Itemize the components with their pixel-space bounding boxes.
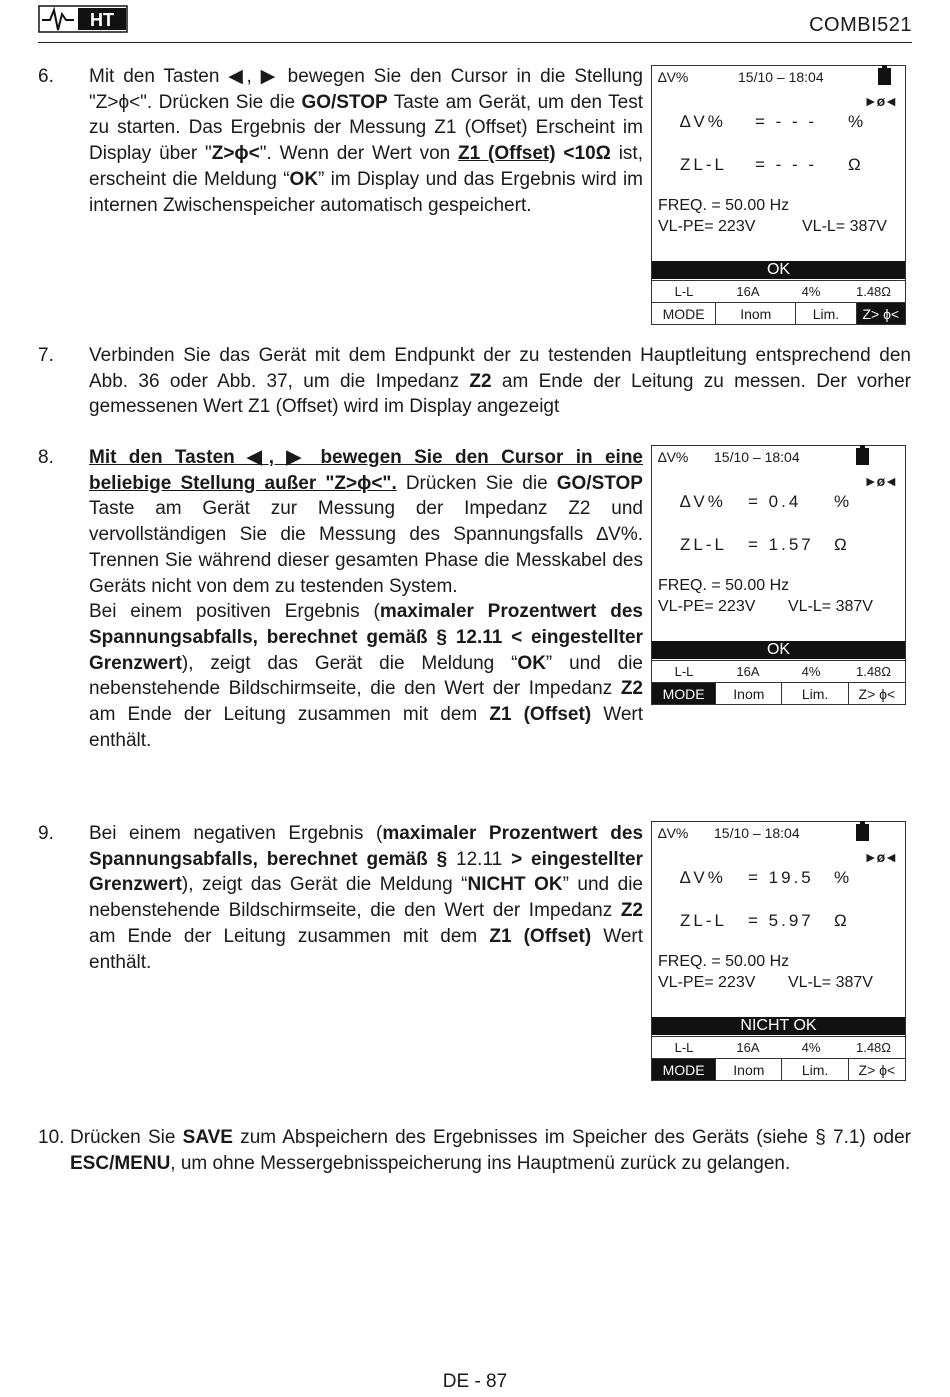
step-8-text: Mit den Tasten ◀, ▶ bewegen Sie den Cursor in eine beliebige Stellung außer "Z>ϕ<". Drücken Sie die GO/STOP Taste am Gerät zur Messung der Impedanz Z2 und vervollständigen Sie die Messung des Spannungsfalls ∆V%. Trennen Sie während dieser gesamten Phase die Messkabel des Geräts nicht von dem zu testenden System. Bei einem positiven Ergebnis (maximaler Prozentwert des Spannungsabfalls, berechnet gemäß § 12.11 < eingestellter Grenzwert), zeigt das Gerät die Meldung “OK” und die nebenstehende Bildschirmseite, die den Wert der Impedanz Z2 am Ende der Leitung zusammen mit dem Z1 (Offset) Wert enthält.: [89, 447, 643, 751]
result-status: OK: [652, 261, 905, 279]
param-limit: 4%: [801, 664, 821, 679]
frequency: FREQ. = 50.00 Hz: [658, 953, 790, 970]
param-inom: 16A: [736, 284, 760, 299]
param-inom: 16A: [736, 664, 760, 679]
result-status: OK: [652, 641, 905, 659]
softkey-mode[interactable]: MODE: [652, 1059, 716, 1080]
z-unit: Ω: [834, 535, 850, 554]
softkey-lim[interactable]: Lim.: [796, 303, 856, 324]
step-7-text: Verbinden Sie das Gerät mit dem Endpunkt der zu testenden Hauptleitung entsprechend den Abb. 36 oder Abb. 37, um die Impedanz Z2 am Ende der Leitung zu messen. Der vorher gemessenen Wert Z1 (Offset) wird im Display angezeigt: [89, 345, 911, 418]
vl-l: VL-L= 387V: [802, 218, 887, 235]
param-inom: 16A: [736, 1040, 760, 1055]
dv-unit: %: [834, 868, 853, 887]
softkey-bar: [652, 302, 905, 324]
step-6-text: Mit den Tasten ◀, ▶ bewegen Sie den Cursor in die Stellung "Z>ϕ<". Drücken Sie die GO/STOP Taste am Gerät, um den Test zu starten. Das Ergebnis der Messung Z1 (Offset) Erscheint im Display über "Z>ϕ<". Wenn der Wert von Z1 (Offset) <10Ω ist, erscheint die Meldung “OK” im Display und das Ergebnis wird im internen Zwischenspeicher automatisch gespeichert.: [89, 66, 644, 216]
date-time: 15/10 – 18:04: [738, 69, 824, 85]
param-row: [652, 280, 905, 302]
param-row: [652, 1036, 905, 1058]
step-10-text: Drücken Sie SAVE zum Abspeichern des Ergebnisses im Speicher des Geräts (siehe § 7.1) oder ESC/MENU, um ohne Messergebnisspeicherung ins Hauptmenü zurück zu gelangen.: [70, 1127, 911, 1174]
vl-pe: VL-PE= 223V: [658, 974, 756, 991]
softkey-bar: [652, 682, 905, 704]
param-offset: 1.48Ω: [855, 1040, 892, 1055]
softkey-offset[interactable]: Z> ϕ<: [857, 303, 905, 324]
vl-l: VL-L= 387V: [788, 974, 873, 991]
softkey-inom[interactable]: Inom: [716, 303, 796, 324]
date-time: 15/10 – 18:04: [714, 825, 800, 841]
softkey-bar: [652, 1058, 905, 1080]
frequency: FREQ. = 50.00 Hz: [658, 577, 790, 594]
param-row: [652, 660, 905, 682]
softkey-offset[interactable]: Z> ϕ<: [858, 685, 896, 702]
dv-label: ∆V%: [680, 868, 726, 887]
z-label: ZL-L: [680, 155, 727, 174]
probe-symbol-icon: ►ø◄: [863, 93, 897, 109]
frequency: FREQ. = 50.00 Hz: [658, 197, 790, 214]
dv-value: = - - -: [755, 112, 818, 131]
dv-label: ∆V%: [680, 112, 726, 131]
param-system: L-L: [674, 284, 694, 299]
dv-label: ∆V%: [680, 492, 726, 511]
probe-symbol-icon: ►ø◄: [863, 849, 897, 865]
step-9-text: Bei einem negativen Ergebnis (maximaler Prozentwert des Spannungsabfalls, berechnet gemäß § 12.11 > eingestellter Grenzwert), zeigt das Gerät die Meldung “NICHT OK” und die nebenstehende Bildschirmseite, die den Wert der Impedanz Z2 am Ende der Leitung zusammen mit dem Z1 (Offset) Wert enthält.: [89, 823, 644, 973]
softkey-lim[interactable]: Lim.: [782, 1059, 848, 1080]
dv-unit: %: [834, 492, 853, 511]
battery-icon: [878, 68, 891, 85]
instrument-display-1: [651, 65, 906, 325]
param-system: L-L: [674, 1040, 694, 1055]
dv-value: = 19.5: [748, 868, 814, 887]
softkey-inom[interactable]: Inom: [716, 683, 782, 704]
param-offset: 1.48Ω: [855, 284, 892, 299]
ht-logo: [38, 4, 130, 34]
battery-icon: [856, 824, 869, 841]
mode-label: ∆V%: [658, 449, 689, 465]
softkey-offset[interactable]: Z> ϕ<: [858, 1061, 896, 1078]
vl-l: VL-L= 387V: [788, 598, 873, 615]
step-number: 10.: [38, 1127, 65, 1148]
battery-icon: [856, 448, 869, 465]
z-unit: Ω: [848, 155, 864, 174]
page-number: DE - 87: [442, 1371, 508, 1392]
param-system: L-L: [674, 664, 694, 679]
param-offset: 1.48Ω: [855, 664, 892, 679]
z-value: = 1.57: [748, 535, 814, 554]
dv-unit: %: [848, 112, 867, 131]
page-header: [38, 0, 912, 43]
softkey-mode[interactable]: MODE: [652, 683, 716, 704]
z-label: ZL-L: [680, 535, 727, 554]
result-status: NICHT OK: [652, 1017, 905, 1035]
step-number: 8.: [38, 447, 54, 468]
dv-value: = 0.4: [748, 492, 802, 511]
softkey-lim[interactable]: Lim.: [782, 683, 848, 704]
product-name: COMBI521: [809, 14, 912, 36]
date-time: 15/10 – 18:04: [714, 449, 800, 465]
vl-pe: VL-PE= 223V: [658, 598, 756, 615]
instrument-display-2: [651, 445, 906, 705]
svg-text:HT: HT: [90, 10, 114, 30]
mode-label: ∆V%: [658, 825, 689, 841]
step-number: 6.: [38, 66, 54, 87]
param-limit: 4%: [801, 284, 821, 299]
vl-pe: VL-PE= 223V: [658, 218, 756, 235]
z-value: = 5.97: [748, 911, 814, 930]
probe-symbol-icon: ►ø◄: [863, 473, 897, 489]
instrument-display-3: [651, 821, 906, 1081]
param-limit: 4%: [801, 1040, 821, 1055]
z-label: ZL-L: [680, 911, 727, 930]
mode-label: ∆V%: [658, 69, 689, 85]
z-value: = - - -: [755, 155, 818, 174]
step-number: 7.: [38, 345, 54, 366]
softkey-inom[interactable]: Inom: [716, 1059, 782, 1080]
step-number: 9.: [38, 823, 54, 844]
softkey-mode[interactable]: MODE: [652, 303, 716, 324]
z-unit: Ω: [834, 911, 850, 930]
